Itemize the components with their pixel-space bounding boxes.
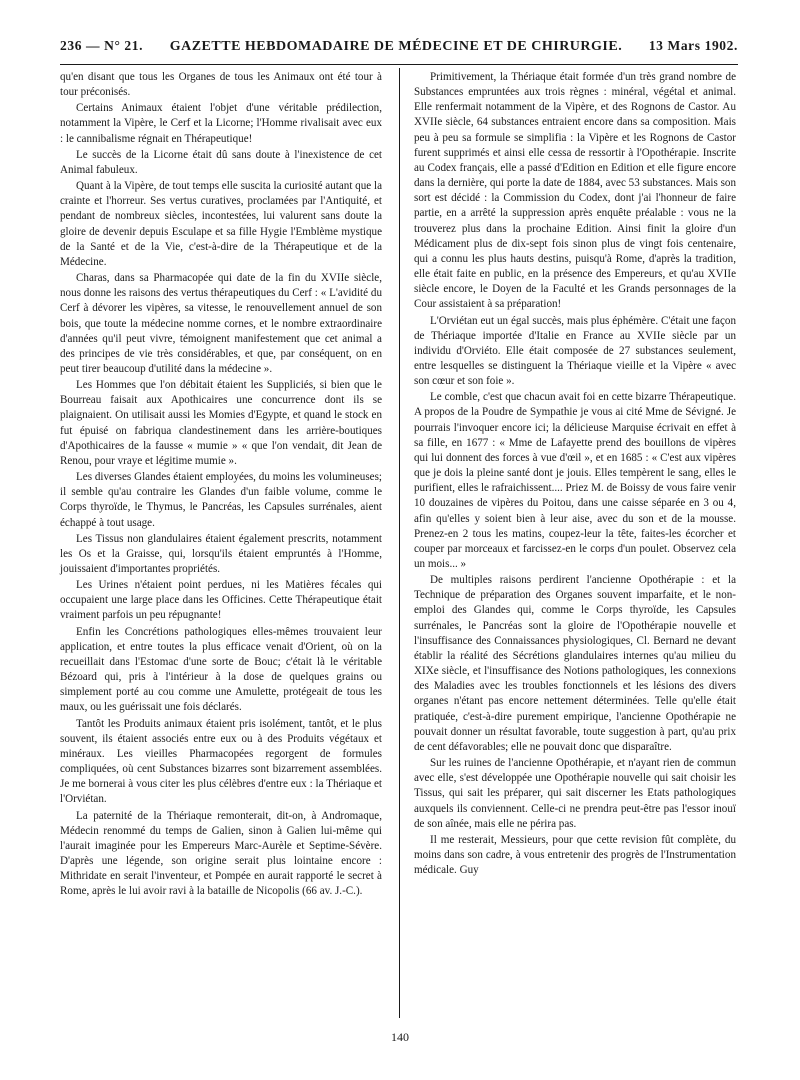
- right-column: [414, 70, 736, 879]
- paragraph: L'Orviétan eut un égal succès, mais plus éphémère. C'était une façon de Thériaque importée d'Italie en France au XVIIe siècle par un individu d'Orviéto. Elle était composée de 27 substances seulement, entre lesquelles se distinguent la Thériaque vieille et la Vipère « avec son cœur et son foie ».: [414, 314, 736, 388]
- paragraph: Il me resterait, Messieurs, pour que cette revision fût complète, du moins dans son cadre, à vous entretenir des progrès de l'Instrumentation médicale. Guy: [414, 833, 736, 877]
- paragraph: Les diverses Glandes étaient employées, du moins les volumineuses; il semble qu'au contraire les Glandes d'un faible volume, comme le Corps thyroïde, le Thymus, le Pancréas, les Capsules surrénales, aient échappé à tout usage.: [60, 471, 382, 529]
- column-divider: [399, 68, 400, 1018]
- paragraph: Les Hommes que l'on débitait étaient les Suppliciés, si bien que le Bourreau faisait aux Apothicaires une concurrence dont ils se plaignaient. On utilisait aussi les Momies d'Egypte, et quand le stock en fut épuisé on fabriqua clandestinement dans les arrière-boutiques d'Apothicaires de la fausse « mumie » « que l'on vendait, dit Jean de Renou, pour vraye et légitime mumie ».: [60, 379, 382, 467]
- paragraph: Enfin les Concrétions pathologiques elles-mêmes trouvaient leur application, et entre toutes la plus efficace venait d'Orient, où on la recueillait dans l'Estomac d'une sorte de Bouc; c'était là le véritable Bézoard qui, pris à l'intérieur à la dose de quelques grains ou simplement porté au cou comme une Amulette, protégeait de tous les maux, ou les guérissait une fois déclarés.: [60, 625, 382, 714]
- paragraph: Charas, dans sa Pharmacopée qui date de la fin du XVIIe siècle, nous donne les raisons des vertus thérapeutiques du Cerf : « L'avidité du Cerf à dévorer les vipères, sa vitesse, le renouvellement annuel de son bois, que toute la médecine nomme cornes, et le nombre extraordinaire d'années qu'il peut vivre, témoignent manifestement que cet animal a des principes de vie très considérables, et que, par conséquent, on en peut tirer beaucoup d'utilité dans la médecine ».: [60, 272, 382, 375]
- paragraph: Sur les ruines de l'ancienne Opothérapie, et n'ayant rien de commun avec elle, s'est développée une Opothérapie nouvelle qui sait choisir les Tissus, qui sait les préparer, qui sait discerner les Etats pathologiques auxquels ils conviennent. Celle-ci ne prendra peut-être pas l'essor inouï de son aînée, mais elle ne périra pas.: [414, 757, 736, 830]
- paragraph: Tantôt les Produits animaux étaient pris isolément, tantôt, et le plus souvent, ils étaient associés entre eux ou à des Produits végétaux et minéraux. Les vieilles Pharmacopées regorgent de formules compliquées, où cent Substances bizarres sont bizarrement assemblées. Je me bornerai à vous citer les plus célèbres d'entre eux : la Thériaque et l'Orviétan.: [60, 717, 382, 806]
- journal-title: GAZETTE HEBDOMADAIRE DE MÉDECINE ET DE CHIRURGIE.: [169, 39, 623, 54]
- paragraph: Quant à la Vipère, de tout temps elle suscita la curiosité autant que la crainte et l'horreur. Ses vertus curatives, proclamées par l'Antiquité, et pendant de nombreux siècles, incontestées, lui valurent sans doute la gloire de devenir depuis Esculape et sa fille Hygie l'Emblème mystique de la Santé et de la Vie, c'est-à-dire de la Thérapeutique et de la Médecine.: [60, 180, 382, 268]
- paragraph: Les Tissus non glandulaires étaient également prescrits, notamment les Os et la Graisse, qui, lorsqu'ils étaient empruntés à l'Homme, jouissaient d'importantes propriétés.: [60, 532, 382, 575]
- paragraph: Le comble, c'est que chacun avait foi en cette bizarre Thérapeutique. A propos de la Poudre de Sympathie je vous ai cité Mme de Sévigné. Je pourrais l'invoquer encore ici; la délicieuse Marquise écrivait en effet à sa fille, en 1677 : « Mme de Lafayette prend des bouillons de vipères qui lui donnent des forces à vue d'œil », et en 1685 : « C'est aux vipères que je dois la pleine santé dont je jouis. Elles tempèrent le sang, elles le purifient, elles le rafraichissent.... Priez M. de Boissy de vous faire venir 10 douzaines de vipères du Poitou, dans une caisse séparée en 3 ou 4, afin qu'elles y soient bien à leur aise, avec du son et de la mousse. Prenez-en 2 tous les matins, coupez-leur la tête, faites-les écorcher et couper par morceaux et farcissez-en le corps d'un poulet. Observez cela un mois... »: [414, 391, 736, 570]
- issue-date: 13 Mars 1902.: [648, 38, 738, 53]
- paragraph: Certains Animaux étaient l'objet d'une véritable prédilection, notamment la Vipère, le Cerf et la Licorne; l'Homme rivalisait avec eux : le cannibalisme régnait en Thérapeutique!: [60, 102, 382, 145]
- paragraph: Le succès de la Licorne était dû sans doute à l'inexistence de cet Animal fabuleux.: [60, 148, 382, 176]
- folio-number: 140: [391, 1030, 409, 1044]
- paragraph: Les Urines n'étaient point perdues, ni les Matières fécales qui occupaient une large place dans les Officines. Cette Thérapeutique était vraiment parfois un peu répugnante!: [60, 579, 382, 622]
- page-reference: 236 — N° 21.: [60, 38, 144, 53]
- paragraph: De multiples raisons perdirent l'ancienne Opothérapie : et la Technique de préparation des Organes souvent imparfaite, et le non-emploi des Glandes qui, comme le Corps thyroïde, les Capsules surrénales, le Pancréas sont la gloire de l'Opothérapie nouvelle et l'insuffisance des Connaissances physiologiques, Cl. Bernard ne devant établir la réalité des Sécrétions glandulaires internes qu'au milieu du XIXe siècle, et l'insuffisance des Notions pathologiques, les connexions des Maladies avec les troubles fonctionnels et les lésions des divers organes n'étant pas encore nettement déterminées. Telle qu'elle était pratiquée, c'est-à-dire purement empirique, l'ancienne Opothérapie ne pouvait donner un résultat favorable, toute suggestion à part, qu'au prix de cent défavorables; elle ne pouvait donc que disparaître.: [414, 574, 736, 753]
- paragraph: qu'en disant que tous les Organes de tous les Animaux ont été tour à tour préconisés.: [60, 71, 382, 99]
- left-column: [60, 70, 382, 900]
- running-header: [60, 38, 738, 65]
- paragraph: Primitivement, la Thériaque était formée d'un très grand nombre de Substances empruntées aux trois règnes : minéral, végétal et animal. Elle renfermait notamment de la Vipère, et des Rognons de Castor. Au XVIIe siècle, 64 substances entraient encore dans sa composition. Mais peu à peu sa formule se simplifia : la Vipère et les Rognons de Castor furent supprimés et ainsi elle cessa de ressortir à l'Opothérapie. Inscrite au Codex français, elle a passé d'Edition en Edition et elle figure encore dans la dernière, qui porte la date de 1884, avec 53 substances. Mais son sort est décidé : la Commission du Codex, dont j'ai l'honneur de faire partie, en a arrêté la suppression après enquête préalable : vous ne la trouverez plus dans la prochaine Edition. Ainsi finit la gloire d'un Médicament plus de dix-sept fois sinon plus de vingt fois centenaire, qui a connu les plus hauts destins, puisqu'à Rome, d'après la tradition, elle était faite en public, en la présence des Empereurs, et qu'au XVIIe siècle encore, le Doyen de la Faculté et les Grands personnages de la Cour assistaient à sa préparation!: [414, 71, 736, 311]
- paragraph: La paternité de la Thériaque remonterait, dit-on, à Andromaque, Médecin renommé du temps de Galien, sinon à Galien lui-même qui l'aurait imaginée pour les Empereurs Marc-Aurèle et Septime-Sévère. D'après une légende, son origine serait plus lointaine encore : Mithridate en serait l'inventeur, et Pompée en aurait rapporté le secret à Rome, après le lui avoir ravi à la bataille de Nicopolis (66 av. J.-C.).: [60, 809, 382, 898]
